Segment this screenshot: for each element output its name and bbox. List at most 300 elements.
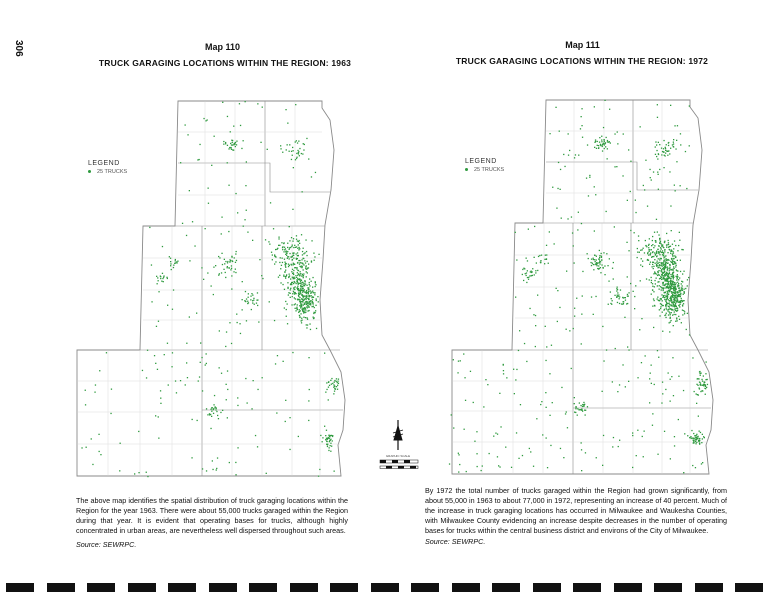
truck-dot (574, 403, 575, 404)
truck-dot (534, 274, 535, 275)
truck-dot (651, 179, 652, 180)
truck-dot (668, 242, 669, 243)
truck-dot (699, 431, 700, 432)
truck-dot (647, 206, 648, 207)
truck-dot (575, 412, 576, 413)
truck-dot (656, 278, 657, 279)
truck-dot (534, 226, 535, 227)
truck-dot (481, 470, 482, 471)
truck-dot (675, 321, 676, 322)
truck-dot (658, 270, 659, 271)
truck-dot (602, 391, 603, 392)
truck-dot (670, 284, 671, 285)
truck-dot (651, 294, 652, 295)
registration-mark (371, 583, 399, 592)
truck-dot (659, 265, 660, 266)
truck-dot (665, 150, 666, 151)
truck-dot (642, 266, 643, 267)
truck-dot (594, 259, 595, 260)
truck-dot (693, 442, 694, 443)
truck-dot (677, 260, 678, 261)
truck-dot (648, 245, 649, 246)
truck-dot (663, 285, 664, 286)
truck-dot (627, 200, 628, 201)
truck-dot (604, 265, 605, 266)
truck-dot (654, 280, 655, 281)
truck-dot (674, 300, 675, 301)
truck-dot (599, 255, 600, 256)
truck-dot (664, 274, 665, 275)
truck-dot (689, 334, 690, 335)
truck-dot (611, 304, 612, 305)
truck-dot (661, 258, 662, 259)
truck-dot (674, 292, 675, 293)
truck-dot (594, 264, 595, 265)
truck-dot (695, 439, 696, 440)
map-111-label: Map 111 (565, 40, 600, 50)
truck-dot (525, 273, 526, 274)
truck-dot (687, 435, 688, 436)
truck-dot (678, 283, 679, 284)
truck-dot (665, 292, 666, 293)
truck-dot (575, 406, 576, 407)
truck-dot (653, 256, 654, 257)
truck-dot (657, 231, 658, 232)
truck-dot (618, 294, 619, 295)
truck-dot (605, 146, 606, 147)
truck-dot (681, 289, 682, 290)
truck-dot (497, 434, 498, 435)
truck-dot (551, 345, 552, 346)
truck-dot (566, 329, 567, 330)
truck-dot (675, 297, 676, 298)
truck-dot (678, 419, 679, 420)
truck-dot (668, 314, 669, 315)
registration-mark (128, 583, 156, 592)
truck-dot (673, 395, 674, 396)
truck-dot (679, 319, 680, 320)
truck-dot (628, 381, 629, 382)
truck-dot (505, 447, 506, 448)
truck-dot (581, 116, 582, 117)
truck-dot (522, 274, 523, 275)
truck-dot (648, 249, 649, 250)
truck-dot (545, 255, 546, 256)
truck-dot (669, 306, 670, 307)
truck-dot (559, 307, 560, 308)
truck-dot (651, 282, 652, 283)
truck-dot (654, 245, 655, 246)
truck-dot (643, 456, 644, 457)
truck-dot (579, 402, 580, 403)
truck-dot (680, 301, 681, 302)
truck-dot (660, 268, 661, 269)
truck-dot (670, 105, 671, 106)
truck-dot (639, 252, 640, 253)
truck-dot (650, 373, 651, 374)
truck-dot (678, 376, 679, 377)
truck-dot (568, 133, 569, 134)
truck-dot (676, 317, 677, 318)
truck-dot (670, 401, 671, 402)
truck-dot (535, 272, 536, 273)
truck-dot (707, 384, 708, 385)
truck-dot (671, 376, 672, 377)
truck-dot (558, 162, 559, 163)
truck-dot (691, 430, 692, 431)
truck-dot (528, 279, 529, 280)
truck-dot (694, 391, 695, 392)
truck-dot (669, 268, 670, 269)
truck-dot (683, 310, 684, 311)
truck-dot (689, 437, 690, 438)
truck-dot (635, 285, 636, 286)
truck-dot (581, 314, 582, 315)
truck-dot (692, 357, 693, 358)
truck-dot (619, 298, 620, 299)
truck-dot (662, 288, 663, 289)
truck-dot (621, 303, 622, 304)
truck-dot (667, 310, 668, 311)
truck-dot (650, 262, 651, 263)
truck-dot (588, 195, 589, 196)
truck-dot (657, 172, 658, 173)
truck-dot (666, 150, 667, 151)
truck-dot (669, 313, 670, 314)
truck-dot (667, 268, 668, 269)
truck-dot (663, 148, 664, 149)
truck-dot (703, 375, 704, 376)
truck-dot (665, 317, 666, 318)
truck-dot (682, 290, 683, 291)
truck-dot (689, 145, 690, 146)
truck-dot (659, 144, 660, 145)
truck-dot (604, 144, 605, 145)
truck-dot (670, 205, 671, 206)
truck-dot (657, 285, 658, 286)
truck-dot (453, 427, 454, 428)
truck-dot (531, 275, 532, 276)
truck-dot (671, 302, 672, 303)
truck-dot (609, 109, 610, 110)
truck-dot (657, 249, 658, 250)
truck-dot (608, 142, 609, 143)
registration-mark (573, 583, 601, 592)
truck-dot (665, 263, 666, 264)
truck-dot (591, 296, 592, 297)
truck-dot (670, 299, 671, 300)
truck-dot (583, 402, 584, 403)
registration-mark (735, 583, 763, 592)
truck-dot (593, 258, 594, 259)
truck-dot (672, 281, 673, 282)
truck-dot (610, 142, 611, 143)
truck-dot (674, 445, 675, 446)
truck-dot (670, 280, 671, 281)
truck-dot (677, 278, 678, 279)
truck-dot (676, 279, 677, 280)
truck-dot (546, 259, 547, 260)
truck-dot (613, 262, 614, 263)
truck-dot (612, 300, 613, 301)
truck-dot (663, 275, 664, 276)
truck-dot (670, 148, 671, 149)
truck-dot (680, 185, 681, 186)
truck-dot (674, 314, 675, 315)
truck-dot (706, 387, 707, 388)
truck-dot (665, 275, 666, 276)
truck-dot (664, 309, 665, 310)
truck-dot (704, 437, 705, 438)
truck-dot (673, 295, 674, 296)
truck-dot (664, 295, 665, 296)
truck-dot (657, 281, 658, 282)
truck-dot (482, 465, 483, 466)
truck-dot (626, 242, 627, 243)
truck-dot (635, 212, 636, 213)
truck-dot (596, 265, 597, 266)
truck-dot (679, 277, 680, 278)
truck-dot (513, 369, 514, 370)
truck-dot (664, 269, 665, 270)
truck-dot (628, 292, 629, 293)
truck-dot (669, 171, 670, 172)
truck-dot (680, 144, 681, 145)
truck-dot (667, 292, 668, 293)
truck-dot (676, 161, 677, 162)
truck-dot (613, 278, 614, 279)
truck-dot (557, 321, 558, 322)
truck-dot (526, 282, 527, 283)
truck-dot (638, 240, 639, 241)
truck-dot (664, 297, 665, 298)
truck-dot (559, 131, 560, 132)
truck-dot (672, 263, 673, 264)
truck-dot (591, 259, 592, 260)
truck-dot (587, 406, 588, 407)
truck-dot (657, 104, 658, 105)
truck-dot (681, 249, 682, 250)
truck-dot (651, 280, 652, 281)
truck-dot (673, 275, 674, 276)
truck-dot (634, 308, 635, 309)
truck-dot (546, 245, 547, 246)
truck-dot (578, 155, 579, 156)
truck-dot (640, 264, 641, 265)
registration-mark (533, 583, 561, 592)
truck-dot (605, 143, 606, 144)
page-number: 306 (13, 40, 24, 57)
truck-dot (672, 297, 673, 298)
truck-dot (678, 302, 679, 303)
truck-dot (670, 318, 671, 319)
truck-dot (652, 251, 653, 252)
truck-dot (657, 454, 658, 455)
truck-dot (677, 320, 678, 321)
truck-dot (549, 373, 550, 374)
registration-mark (290, 583, 318, 592)
truck-dot (635, 200, 636, 201)
truck-dot (599, 257, 600, 258)
truck-dot (616, 297, 617, 298)
truck-dot (666, 144, 667, 145)
truck-dot (653, 298, 654, 299)
truck-dot (663, 255, 664, 256)
truck-dot (659, 169, 660, 170)
truck-dot (526, 275, 527, 276)
truck-dot (692, 465, 693, 466)
truck-dot (664, 268, 665, 269)
truck-dot (595, 194, 596, 195)
truck-dot (600, 261, 601, 262)
truck-dot (597, 141, 598, 142)
truck-dot (618, 296, 619, 297)
truck-dot (612, 446, 613, 447)
truck-dot (453, 359, 454, 360)
truck-dot (620, 289, 621, 290)
truck-dot (499, 466, 500, 467)
registration-mark (249, 583, 277, 592)
truck-dot (665, 153, 666, 154)
truck-dot (659, 239, 660, 240)
truck-dot (677, 250, 678, 251)
truck-dot (528, 277, 529, 278)
truck-dot (527, 270, 528, 271)
map-110-source: Source: SEWRPC. (76, 540, 137, 549)
truck-dot (663, 278, 664, 279)
truck-dot (622, 364, 623, 365)
truck-dot (678, 290, 679, 291)
truck-dot (638, 235, 639, 236)
truck-dot (669, 304, 670, 305)
truck-dot (550, 445, 551, 446)
truck-dot (627, 276, 628, 277)
truck-dot (603, 139, 604, 140)
truck-dot (651, 245, 652, 246)
truck-dot (575, 408, 576, 409)
truck-dot (497, 456, 498, 457)
truck-dot (529, 308, 530, 309)
truck-dot (689, 105, 690, 106)
truck-dot (463, 353, 464, 354)
truck-dot (602, 465, 603, 466)
truck-dot (669, 265, 670, 266)
truck-dot (665, 287, 666, 288)
truck-dot (681, 287, 682, 288)
legend-item: 25 TRUCKS (465, 167, 504, 173)
truck-dot (655, 141, 656, 142)
truck-dot (701, 442, 702, 443)
truck-dot (522, 269, 523, 270)
truck-dot (695, 467, 696, 468)
truck-dot (599, 137, 600, 138)
truck-dot (623, 301, 624, 302)
truck-dot (674, 268, 675, 269)
truck-dot (675, 295, 676, 296)
truck-dot (610, 291, 611, 292)
truck-dot (666, 279, 667, 280)
truck-dot (656, 251, 657, 252)
truck-dot (623, 133, 624, 134)
truck-dot (667, 262, 668, 263)
truck-dot (700, 432, 701, 433)
truck-dot (617, 295, 618, 296)
truck-dot (672, 294, 673, 295)
truck-dot (668, 287, 669, 288)
truck-dot (617, 131, 618, 132)
truck-dot (637, 377, 638, 378)
truck-dot (451, 414, 452, 415)
truck-dot (658, 252, 659, 253)
truck-dot (666, 272, 667, 273)
map-111-caption: By 1972 the total number of trucks garaged within the Region had grown significantly, from about 55,000 in 1963 to about 77,000 in 1972, representing an increase of 40 percent. Much of the increase in truck garaging locations has occurred in Milwaukee and Waukesha Counties, with Milwaukee County evidencing an increase despite decreases in the number of operating bases for trucks within the central business district and environs of the City of Milwaukee. (425, 486, 727, 535)
truck-dot (552, 402, 553, 403)
truck-dot (658, 189, 659, 190)
truck-dot (664, 299, 665, 300)
truck-dot (662, 382, 663, 383)
truck-dot (458, 454, 459, 455)
truck-dot (628, 149, 629, 150)
truck-dot (516, 259, 517, 260)
truck-dot (538, 256, 539, 257)
truck-dot (670, 320, 671, 321)
truck-dot (634, 232, 635, 233)
truck-dot (665, 305, 666, 306)
truck-dot (594, 142, 595, 143)
truck-dot (636, 455, 637, 456)
truck-dot (624, 297, 625, 298)
truck-dot (664, 285, 665, 286)
truck-dot (674, 282, 675, 283)
truck-dot (651, 277, 652, 278)
truck-dot (614, 166, 615, 167)
truck-dot (657, 263, 658, 264)
truck-dot (537, 295, 538, 296)
truck-dot (667, 266, 668, 267)
truck-dot (650, 254, 651, 255)
truck-dot (592, 263, 593, 264)
truck-dot (651, 249, 652, 250)
truck-dot (677, 125, 678, 126)
truck-dot (587, 144, 588, 145)
truck-dot (575, 154, 576, 155)
truck-dot (657, 271, 658, 272)
truck-dot (656, 252, 657, 253)
truck-dot (607, 148, 608, 149)
truck-dot (705, 373, 706, 374)
truck-dot (519, 330, 520, 331)
truck-dot (642, 249, 643, 250)
truck-dot (552, 187, 553, 188)
truck-dot (661, 248, 662, 249)
truck-dot (654, 384, 655, 385)
truck-dot (642, 261, 643, 262)
truck-dot (540, 260, 541, 261)
truck-dot (594, 230, 595, 231)
truck-dot (688, 277, 689, 278)
truck-dot (584, 404, 585, 405)
truck-dot (677, 291, 678, 292)
truck-dot (544, 259, 545, 260)
truck-dot (628, 250, 629, 251)
truck-dot (679, 240, 680, 241)
truck-dot (660, 270, 661, 271)
truck-dot (587, 253, 588, 254)
truck-dot (602, 326, 603, 327)
truck-dot (535, 315, 536, 316)
truck-dot (524, 343, 525, 344)
truck-dot (581, 470, 582, 471)
